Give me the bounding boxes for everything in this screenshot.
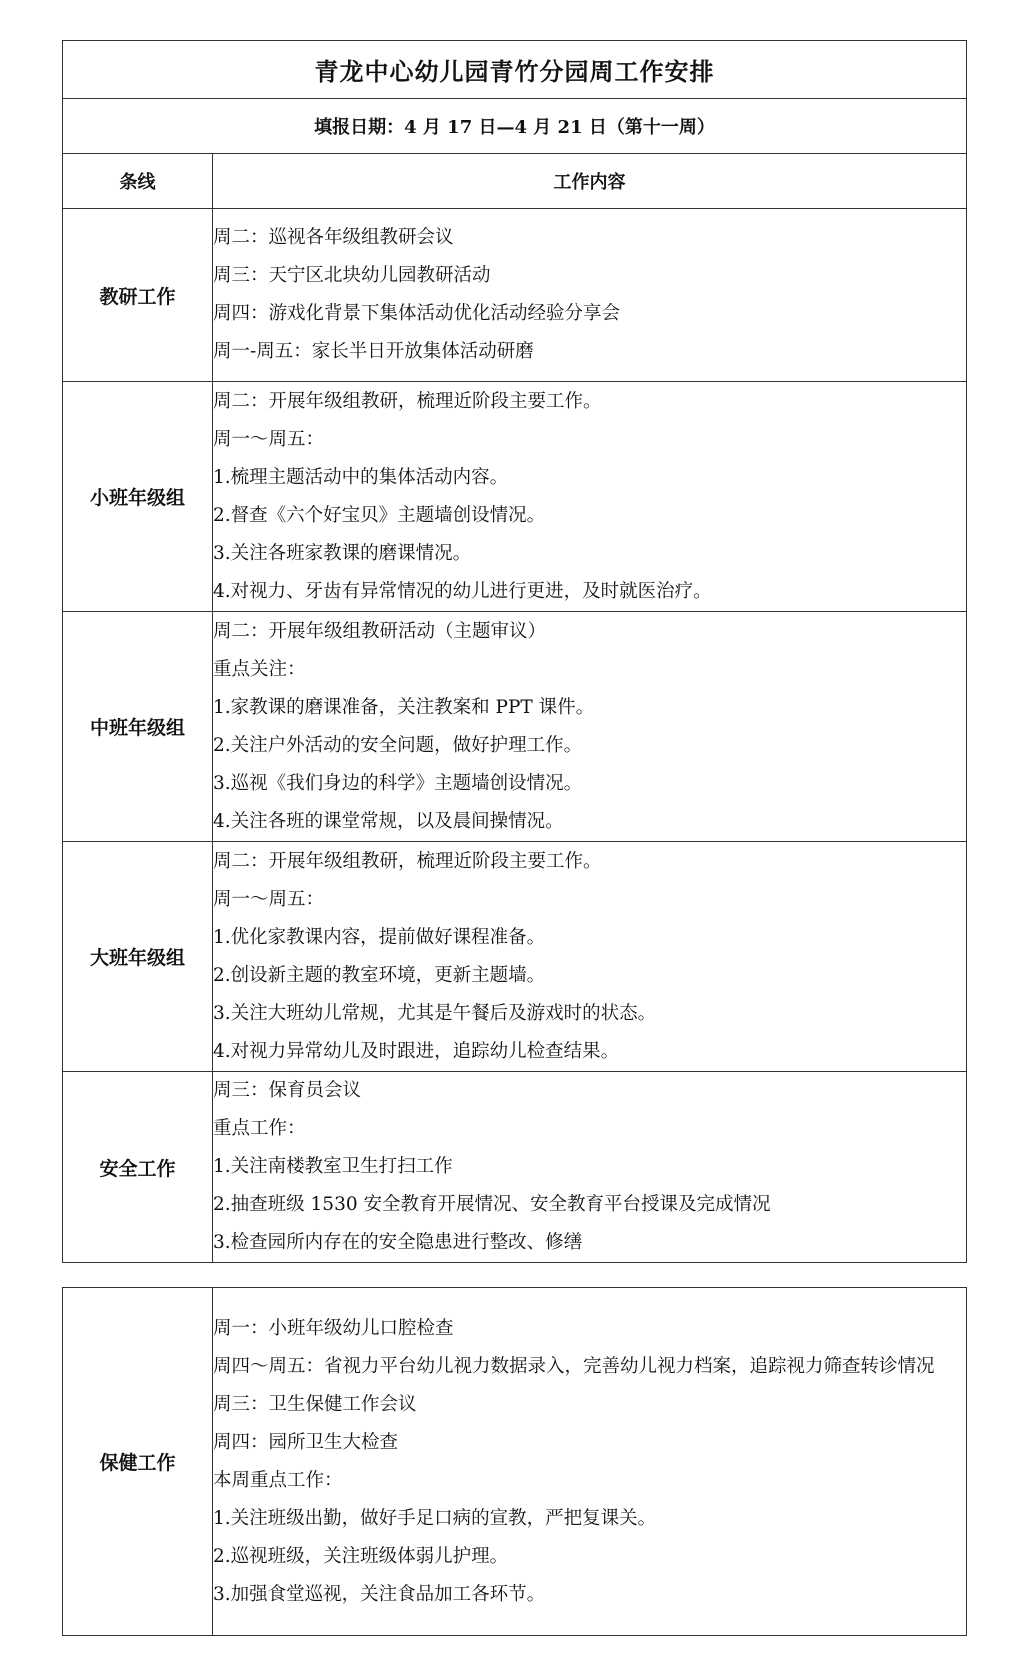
row-content [213,612,967,842]
content-line: 1.关注班级出勤，做好手足口病的宣教，严把复课关。 [213,1507,657,1529]
row-content [213,1072,967,1263]
column-header-content: 工作内容 [213,154,967,209]
row-category: 教研工作 [63,209,213,382]
content-line: 1.关注南楼教室卫生打扫工作 [213,1156,453,1177]
table-row [63,842,967,1072]
date-range: 填报日期：4 月 17 日—4 月 21 日（第十一周） [63,99,967,154]
row-content [213,1288,967,1636]
content-line: 周二：巡视各年级组教研会议 [213,227,454,248]
table-row [63,1072,967,1263]
content-line: 重点关注： [213,658,306,680]
content-line: 2.抽查班级 1530 安全教育开展情况、安全教育平台授课及完成情况 [213,1194,771,1215]
content-line: 3.关注各班家教课的磨课情况。 [213,542,472,564]
row-category: 小班年级组 [63,382,213,612]
content-line: 周一～周五： [213,888,325,910]
content-line: 周四：园所卫生大检查 [213,1431,399,1453]
content-line: 周二：开展年级组教研，梳理近阶段主要工作。 [213,850,602,872]
column-header-category: 条线 [63,154,213,209]
content-line: 周一-周五：家长半日开放集体活动研磨 [213,341,534,362]
content-line: 周三：天宁区北块幼儿园教研活动 [213,265,491,286]
content-line: 1.梳理主题活动中的集体活动内容。 [213,466,509,488]
row-category: 大班年级组 [63,842,213,1072]
content-line: 周一：小班年级幼儿口腔检查 [213,1317,454,1339]
content-line: 4.关注各班的课堂常规，以及晨间操情况。 [213,810,564,832]
page-title: 青龙中心幼儿园青竹分园周工作安排 [63,41,967,99]
table-row [63,382,967,612]
table-row [63,209,967,382]
content-line: 4.对视力异常幼儿及时跟进，追踪幼儿检查结果。 [213,1040,620,1062]
table-row [63,612,967,842]
row-category: 安全工作 [63,1072,213,1263]
content-line: 2.创设新主题的教室环境，更新主题墙。 [213,964,546,986]
content-line: 1.家教课的磨课准备，关注教案和 PPT 课件。 [213,696,595,718]
content-line: 2.巡视班级，关注班级体弱儿护理。 [213,1545,509,1567]
content-line: 周四：游戏化背景下集体活动优化活动经验分享会 [213,303,621,324]
row-content [213,382,967,612]
content-line: 3.检查园所内存在的安全隐患进行整改、修缮 [213,1232,583,1253]
content-line: 2.关注户外活动的安全问题，做好护理工作。 [213,734,583,756]
row-category: 保健工作 [63,1288,213,1636]
content-line: 周一～周五： [213,428,325,450]
content-line: 本周重点工作： [213,1469,343,1491]
row-category: 中班年级组 [63,612,213,842]
health-work-table [62,1287,967,1636]
content-line: 周二：开展年级组教研，梳理近阶段主要工作。 [213,390,602,412]
content-line: 3.加强食堂巡视，关注食品加工各环节。 [213,1583,546,1605]
weekly-schedule-table [62,40,967,1263]
content-line: 2.督查《六个好宝贝》主题墙创设情况。 [213,504,546,526]
content-line: 重点工作： [213,1118,306,1139]
content-line: 周二：开展年级组教研活动（主题审议） [213,620,547,642]
content-line: 周三：保育员会议 [213,1080,362,1101]
content-line: 1.优化家教课内容，提前做好课程准备。 [213,926,546,948]
content-line: 周四～周五：省视力平台幼儿视力数据录入，完善幼儿视力档案，追踪视力筛查转诊情况 [213,1355,935,1377]
content-line: 3.关注大班幼儿常规，尤其是午餐后及游戏时的状态。 [213,1002,657,1024]
row-content [213,842,967,1072]
content-line: 3.巡视《我们身边的科学》主题墙创设情况。 [213,772,583,794]
content-line: 4.对视力、牙齿有异常情况的幼儿进行更进，及时就医治疗。 [213,580,712,602]
row-content [213,209,967,382]
table-row [63,1288,967,1636]
content-line: 周三：卫生保健工作会议 [213,1393,417,1415]
